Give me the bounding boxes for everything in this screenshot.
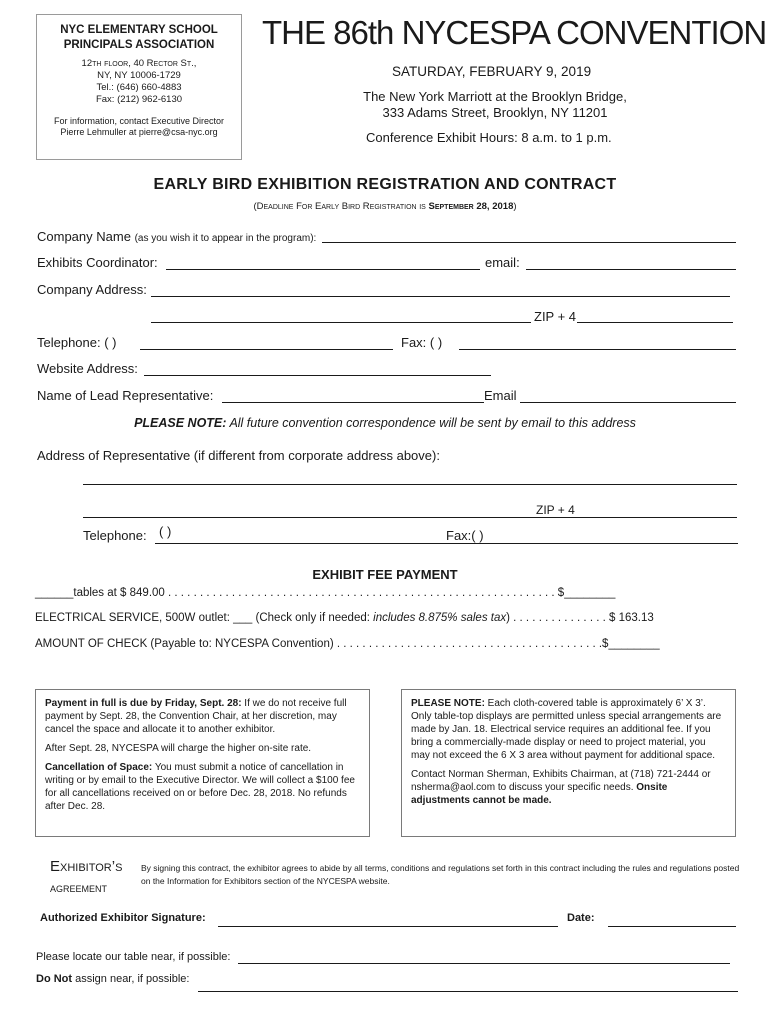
association-contact-info: For information, contact Executive Director Pierre Lehmuller at pierre@csa-nyc.org <box>53 116 225 137</box>
rep-telephone-area: ( ) <box>159 524 172 539</box>
convention-title: THE 86th NYCESPA CONVENTION <box>262 14 767 51</box>
association-name: NYC ELEMENTARY SCHOOL PRINCIPALS ASSOCIATION <box>60 24 218 51</box>
deadline-note: (Deadline For Early Bird Registration is September 28, 2018) <box>253 201 517 212</box>
lead-rep-email-label: Email <box>484 388 517 403</box>
company-name-field[interactable] <box>322 242 736 243</box>
exhibit-hours: Conference Exhibit Hours: 8 a.m. to 1 p.m. <box>366 130 612 145</box>
electrical-fee-line[interactable]: ELECTRICAL SERVICE, 500W outlet: ___ (Check only if needed: includes 8.875% sales tax) . . . . . . . . . . . . . . . $ 163.13 <box>35 612 654 624</box>
coordinator-email-label: email: <box>485 255 520 270</box>
zip-label: ZIP + 4 <box>534 309 577 324</box>
fee-payment-heading: EXHIBIT FEE PAYMENT <box>312 567 458 582</box>
table-note-box <box>401 689 736 837</box>
date-label: Date: <box>567 912 595 924</box>
rep-address-field-2[interactable] <box>83 517 737 518</box>
lead-rep-email-field[interactable] <box>520 402 736 403</box>
telephone-label: Telephone: ( ) <box>37 335 117 350</box>
association-info-box <box>36 14 242 160</box>
contact-chairman-text: Contact Norman Sherman, Exhibits Chairman, at (718) 721-2444 or nsherma@aol.com to discuss your specific needs. Onsite adjustments cannot be made. <box>411 769 711 806</box>
signature-label: Authorized Exhibitor Signature: <box>40 912 206 924</box>
onsite-rate-text: After Sept. 28, NYCESPA will charge the higher on-site rate. <box>45 743 312 754</box>
locate-near-label: Please locate our table near, if possible: <box>36 951 231 963</box>
payment-due-text: Payment in full is due by Friday, Sept. 28: If we do not receive full payment by Sept. 28, the Convention Chair, at her discretion, may cancel the space and allocate it to another exhibitor. <box>45 698 347 735</box>
fax-field[interactable] <box>459 349 736 350</box>
date-field[interactable] <box>608 926 736 927</box>
do-not-assign-field[interactable] <box>198 991 738 992</box>
association-address: 12th floor, 40 Rector St., NY, NY 10006-1729 Tel.: (646) 660-4883 Fax: (212) 962-6130 <box>81 58 197 105</box>
website-field[interactable] <box>144 375 491 376</box>
convention-date: SATURDAY, FEBRUARY 9, 2019 <box>392 64 592 79</box>
rep-fax-label: Fax:( ) <box>446 528 484 543</box>
locate-near-field[interactable] <box>238 963 730 964</box>
coordinator-field[interactable] <box>166 269 480 270</box>
rep-address-field-1[interactable] <box>83 484 737 485</box>
correspondence-note: PLEASE NOTE: All future convention correspondence will be sent by email to this address <box>134 416 636 430</box>
amount-check-line[interactable]: AMOUNT OF CHECK (Payable to: NYCESPA Convention) . . . . . . . . . . . . . . . . . . . . . . . . . . . . . . . . . . . . . . . . . .$________ <box>35 638 660 650</box>
company-address-label: Company Address: <box>37 282 147 297</box>
company-address-field-1[interactable] <box>151 296 730 297</box>
form-title: EARLY BIRD EXHIBITION REGISTRATION AND CONTRACT <box>153 176 617 193</box>
rep-zip-label: ZIP + 4 <box>536 503 575 517</box>
website-label: Website Address: <box>37 361 138 376</box>
telephone-field[interactable] <box>140 349 393 350</box>
table-note-text: PLEASE NOTE: Each cloth-covered table is approximately 6’ X 3’. Only table-top displays are permitted unless special arrangements are made by Jan. 18. Electrical service requires an additional fee. If you bring a commercially-made display or need to project material, you may not exceed the 6 X 3 area without payment for additional space. <box>411 698 722 761</box>
rep-phone-fax-field[interactable] <box>155 543 738 544</box>
agreement-text: By signing this contract, the exhibitor agrees to abide by all terms, conditions and regulations set forth in this contract including the rules and regulations posted on the Information for Exhibitors section of the NYCESPA website. <box>141 863 740 886</box>
rep-telephone-label: Telephone: <box>83 528 147 543</box>
zip-field[interactable] <box>577 322 733 323</box>
rep-address-label: Address of Representative (if different from corporate address above): <box>37 448 440 463</box>
coordinator-email-field[interactable] <box>526 269 736 270</box>
cancellation-text: Cancellation of Space: You must submit a notice of cancellation in writing or by email to the Executive Director. We will collect a $100 fee for all cancellations received on or before Dec. 28, 2018. No refunds after Dec. 28. <box>45 762 355 812</box>
do-not-assign-label: Do Not assign near, if possible: <box>36 973 190 985</box>
exhibitor-agreement-title: Exhibitor’s agreement <box>50 858 123 895</box>
convention-venue: The New York Marriott at the Brooklyn Bridge, 333 Adams Street, Brooklyn, NY 11201 <box>363 89 627 120</box>
company-name-label: Company Name (as you wish it to appear in the program): <box>37 229 317 244</box>
company-address-field-2[interactable] <box>151 322 531 323</box>
lead-rep-field[interactable] <box>222 402 484 403</box>
coordinator-label: Exhibits Coordinator: <box>37 255 158 270</box>
tables-fee-line[interactable]: ______tables at $ 849.00 . . . . . . . . . . . . . . . . . . . . . . . . . . . . . . . . . . . . . . . . . . . . . . . . . . . . . . . . . . . . . $________ <box>35 587 616 599</box>
signature-field[interactable] <box>218 926 558 927</box>
lead-rep-label: Name of Lead Representative: <box>37 388 214 403</box>
payment-terms-box <box>35 689 370 837</box>
fax-label: Fax: ( ) <box>401 335 443 350</box>
